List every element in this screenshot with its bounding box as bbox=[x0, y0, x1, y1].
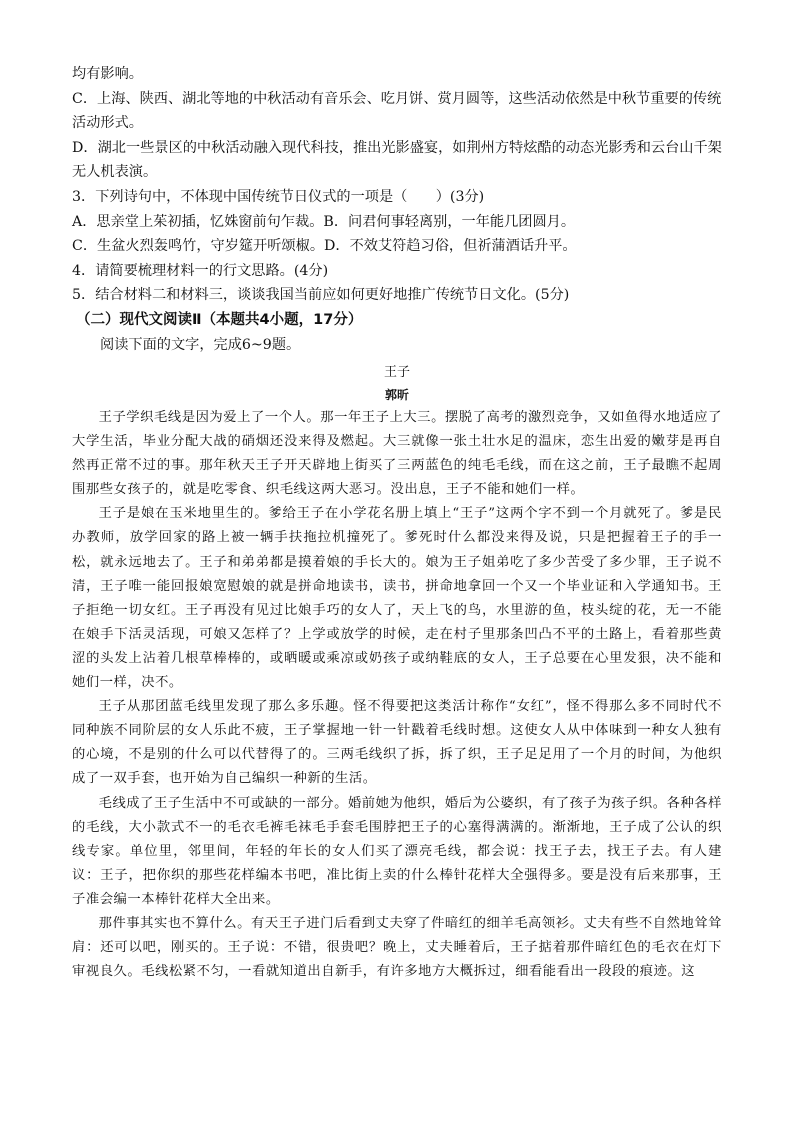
question-3-options-cd: C．生盆火烈轰鸣竹，守岁筵开听颂椒。D．不效艾符趋习俗，但祈蒲酒话升平。 bbox=[72, 238, 577, 255]
story-paragraph: 王子是娘在玉米地里生的。爹给王子在小学花名册上填上“王子”这两个字不到一个月就死了。爹是民办教师，放学回家的路上被一辆手扶拖拉机撞死了。爹死时什么都没来得及说，只是把握着王子的手一松，就永远地去了。王子和弟弟都是摸着娘的手长大的。娘为王子姐弟吃了多少苦受了多少罪，王子说不清，王子唯一能回报娘宽慰娘的就是拼命地读书，读书，拼命地拿回一个又一个毕业证和入学通知书。王子拒绝一切女红。王子再没有见过比娘手巧的女人了，天上飞的鸟，水里游的鱼，枝头绽的花，无一不能在娘手下活灵活现，可娘又怎样了？上学或放学的时候，走在村子里那条凹凸不平的土路上，看着那些黄涩的头发上沾着几根草棒棒的，或晒暖或乘凉或奶孩子或纳鞋底的女人，王子总要在心里发狠，决不能和她们一样，决不。 bbox=[72, 506, 722, 691]
story-heading bbox=[0, 362, 794, 406]
story-paragraph: 王子从那团蓝毛线里发现了那么多乐趣。怪不得要把这类活计称作“女红”，怪不得那么多不同时代不同种族不同阶层的女人乐此不疲，王子掌握地一针一针戳着毛线时想。这使女人从中体味到一种女人独有的心境，不是别的什么可以代替得了的。三两毛线织了拆，拆了织，王子足足用了一个月的时间，为他织成了一双手套，也开始为自己编织一种新的生活。 bbox=[72, 699, 722, 787]
story-body bbox=[72, 406, 722, 984]
question-5: 5．结合材料二和材料三，谈谈我国当前应如何更好地推广传统节日文化。(5分) bbox=[72, 287, 570, 304]
story-paragraph: 毛线成了王子生活中不可或缺的一部分。婚前她为他织，婚后为公婆织，有了孩子为孩子织。各种各样的毛线，大小款式不一的毛衣毛裤毛袜毛手套毛围脖把王子的心塞得满满的。渐渐地，王子成了公认的织线专家。单位里，邻里间，年轻的年长的女人们买了漂亮毛线，都会说：找王子去，找王子去。有人建议：王子，把你织的那些花样编本书吧，准比街上卖的什么棒针花样大全强得多。要是没有后来那事，王子准会编一本棒针花样大全出来。 bbox=[72, 795, 722, 907]
section-title: （二）现代文阅读Ⅱ（本题共4小题，17分） bbox=[76, 311, 363, 328]
upper-questions bbox=[72, 62, 724, 358]
question-4: 4．请简要梳理材料一的行文思路。(4分) bbox=[72, 262, 329, 279]
story-paragraph: 王子学织毛线是因为爱上了一个人。那一年王子上大三。摆脱了高考的激烈竞争，又如鱼得水地适应了大学生活，毕业分配大战的硝烟还没来得及燃起。大三就像一张土壮水足的温床，恋生出爱的嫩芽是再自然再正常不过的事。那年秋天王子开天辟地上街买了三两蓝色的纯毛毛线，而在这之前，王子最瞧不起周围那些女孩子的，就是吃零食、织毛线这两大恶习。没出息，王子不能和她们一样。 bbox=[72, 410, 722, 498]
text-line: 活动形式。 bbox=[72, 115, 143, 132]
story-paragraph: 那件事其实也不算什么。有天王子进门后看到丈夫穿了件暗红的细羊毛高领衫。丈夫有些不自然地耸耸肩：还可以吧，刚买的。王子说：不错，很贵吧？晚上，丈夫睡着后，王子掂着那件暗红色的毛衣在灯下审视良久。毛线松紧不匀，一看就知道出自新手，有许多地方大概拆过，细看能看出一段段的痕迹。这 bbox=[72, 915, 722, 980]
question-3-options-ab: A．思亲堂上茱初插，忆姝窗前句乍裁。B．问君何事轻离别，一年能几团圆月。 bbox=[72, 213, 576, 230]
reading-instruction: 阅读下面的文字，完成6~9题。 bbox=[100, 336, 301, 353]
text-line: 均有影响。 bbox=[72, 66, 143, 82]
text-line: D．湖北一些景区的中秋活动融入现代科技，推出光影盛宴，如荆州方特炫酷的动态光影秀和云台山千架 bbox=[72, 139, 722, 156]
text-line: C．上海、陕西、湖北等地的中秋活动有音乐会、吃月饼、赏月圆等，这些活动依然是中秋节重要的传统 bbox=[72, 90, 722, 107]
text-line: 无人机表演。 bbox=[72, 164, 158, 181]
story-author: 郭昕 bbox=[384, 388, 409, 402]
story-title: 王子 bbox=[383, 365, 410, 380]
question-3: 3．下列诗句中，不体现中国传统节日仪式的一项是（ ）(3分) bbox=[72, 188, 485, 205]
